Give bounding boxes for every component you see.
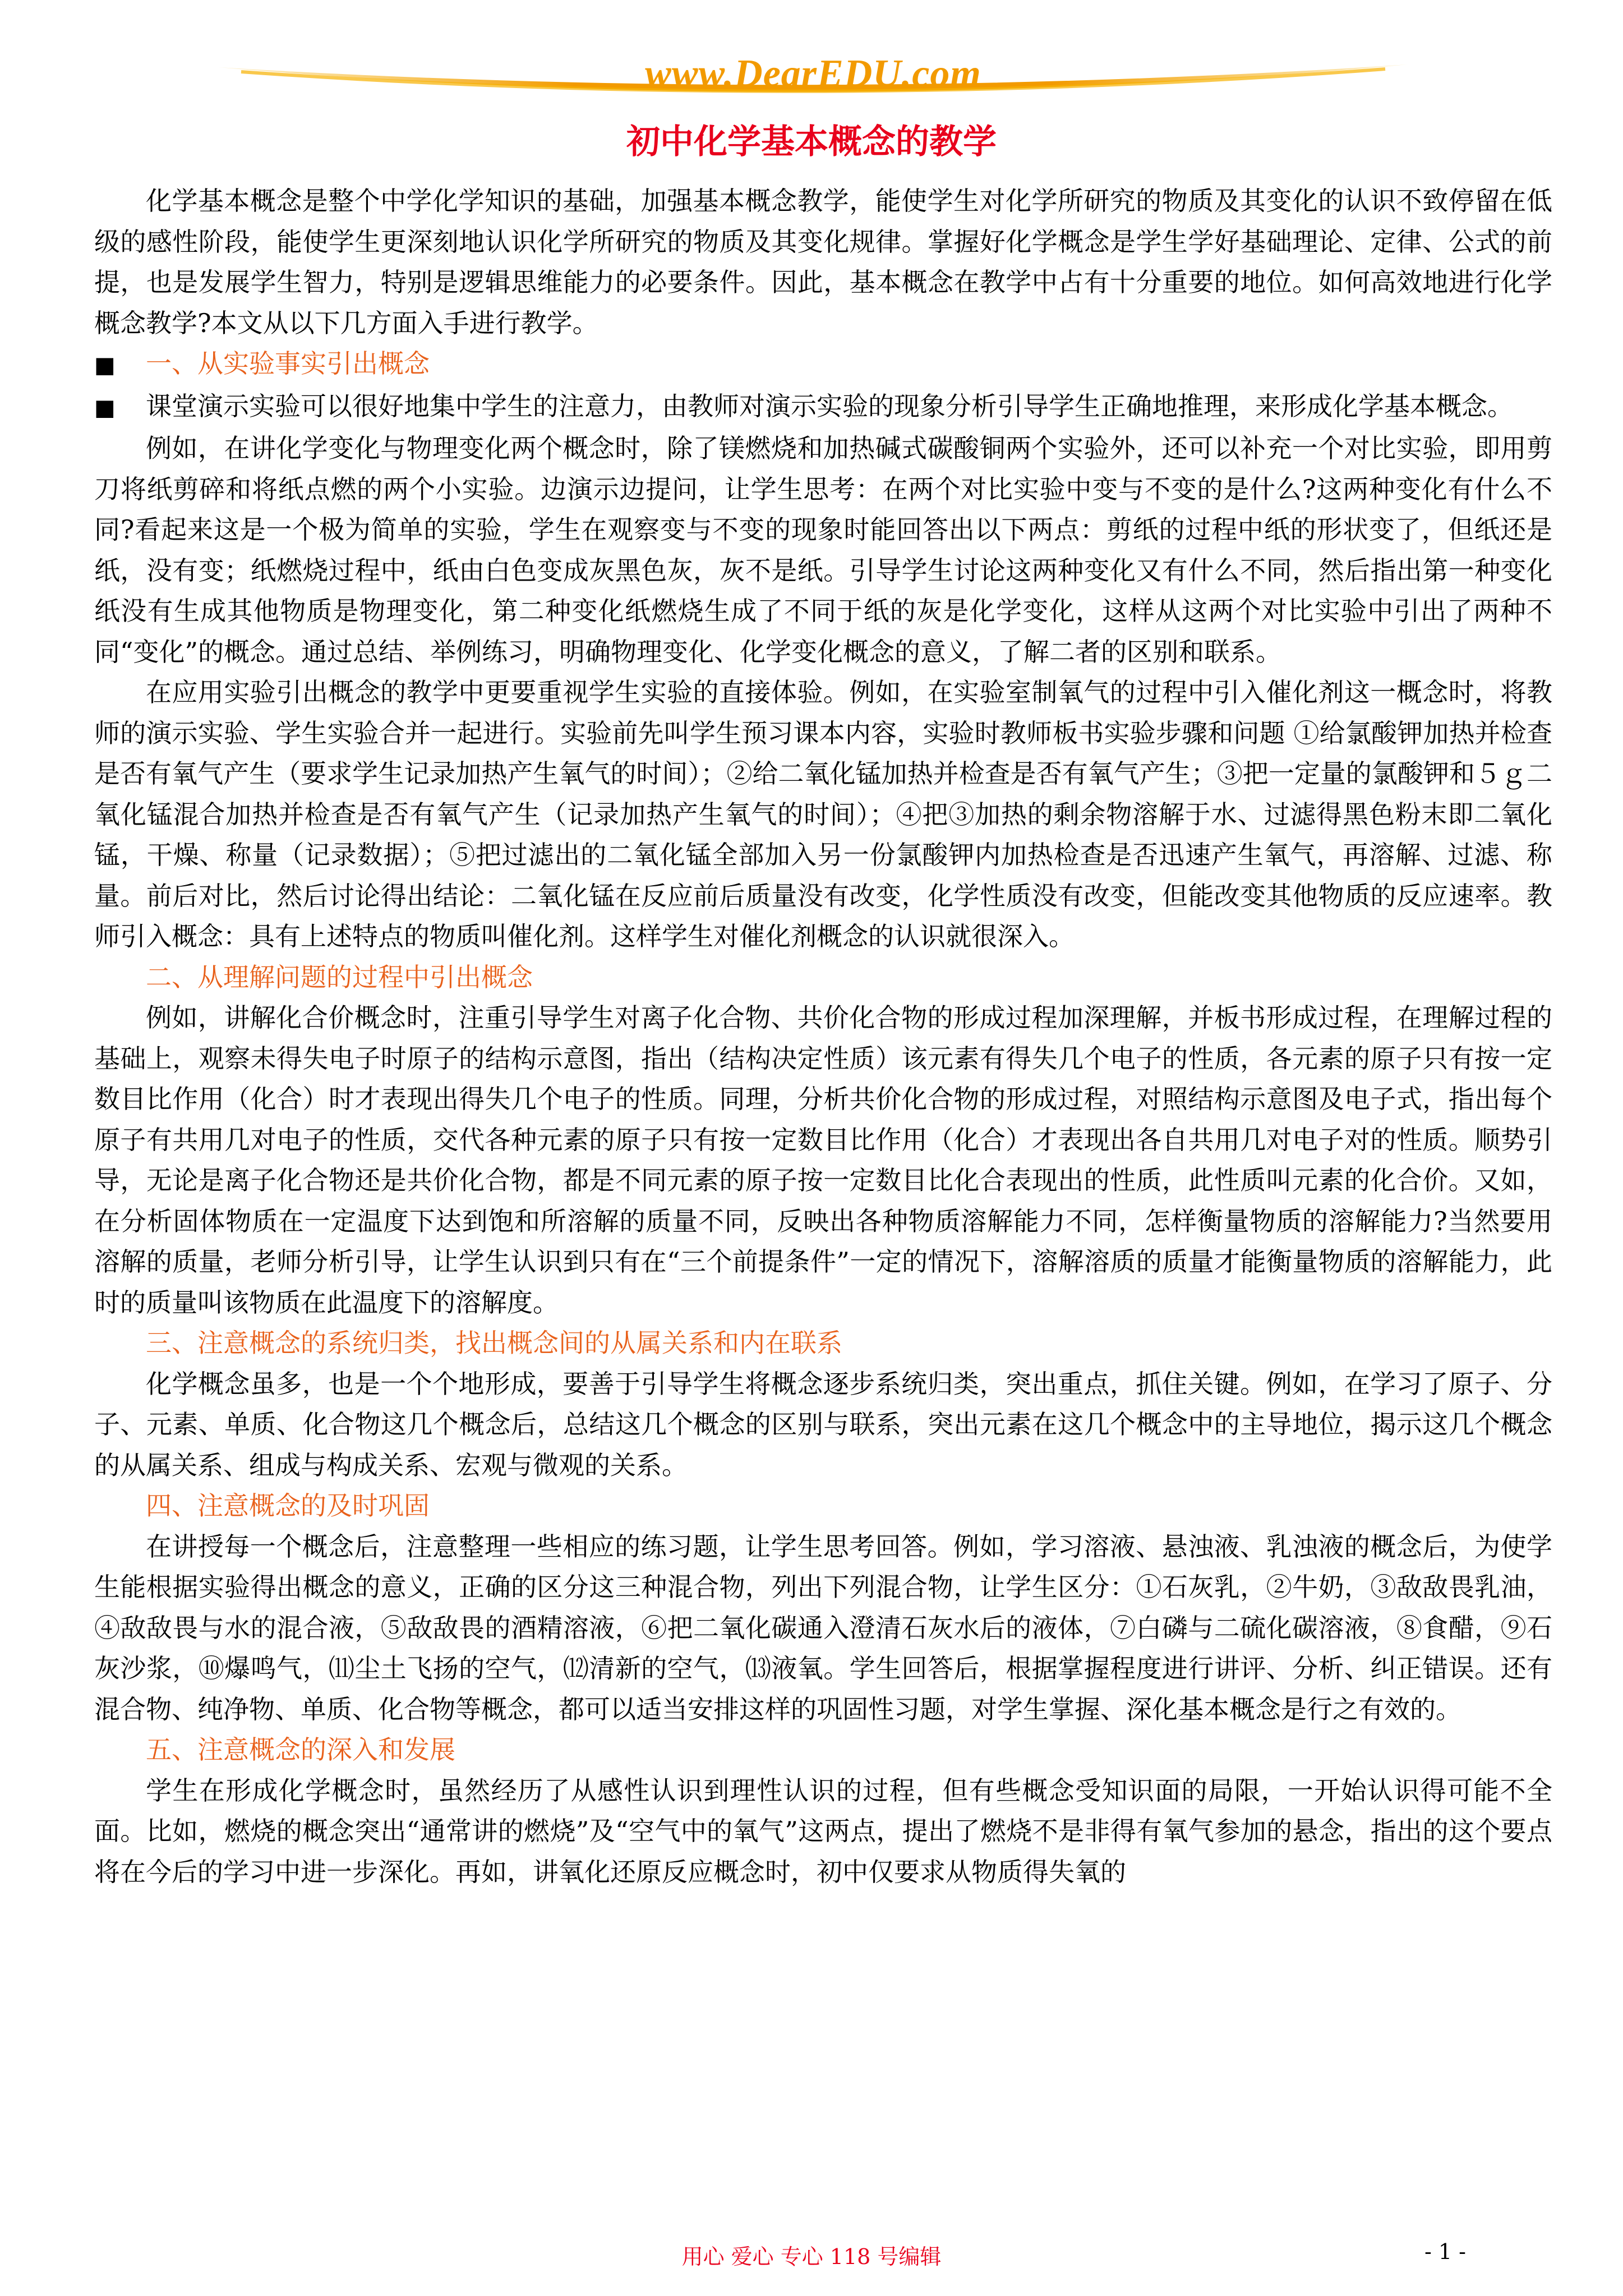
page-footer <box>0 2239 1623 2273</box>
body-paragraph: 学生在形成化学概念时，虽然经历了从感性认识到理性认识的过程，但有些概念受知识面的局限，一开始认识得可能不全面。比如，燃烧的概念突出“通常讲的燃烧”及“空气中的氧气”这两点，提出了燃烧不是非得有氧气参加的悬念，指出的这个要点将在今后的学习中进一步深化。再如，讲氧化还原反应概念时，初中仅要求从物质得失氧的 <box>94 1775 1552 1887</box>
square-bullet-icon: ■ <box>94 394 116 421</box>
section-heading: 一、从实验事实引出概念 <box>146 348 430 379</box>
body-paragraph: 化学概念虽多，也是一个个地形成，要善于引导学生将概念逐步系统归类，突出重点，抓住关键。例如，在学习了原子、分子、元素、单质、化合物这几个概念后，总结这几个概念的区别与联系，突出元素在这几个概念中的主导地位，揭示这几个概念的从属关系、组成与构成关系、宏观与微观的关系。 <box>94 1368 1552 1480</box>
body-paragraph: 在应用实验引出概念的教学中更要重视学生实验的直接体验。例如，在实验室制氧气的过程中引入催化剂这一概念时，将教师的演示实验、学生实验合并一起进行。实验前先叫学生预习课本内容，实验时教师板书实验步骤和问题 ①给氯酸钾加热并检查是否有氧气产生（要求学生记录加热产生氧气的时间）；②给二氧化锰加热并检查是否有氧气产生；③把一定量的氯酸钾和５ｇ二氧化锰混合加热并检查是否有氧气产生（记录加热产生氧气的时间）；④把③加热的剩余物溶解于水、过滤得黑色粉末即二氧化锰，干燥、称量（记录数据）；⑤把过滤出的二氧化锰全部加入另一份氯酸钾内加热检查是否迅速产生氧气，再溶解、过滤、称量。前后对比，然后讨论得出结论：二氧化锰在反应前后质量没有改变，化学性质没有改变，但能改变其他物质的反应速率。教师引入概念：具有上述特点的物质叫催化剂。这样学生对催化剂概念的认识就很深入。 <box>94 677 1552 951</box>
body-paragraph: 例如，讲解化合价概念时，注重引导学生对离子化合物、共价化合物的形成过程加深理解，并板书形成过程，在理解过程的基础上，观察未得失电子时原子的结构示意图，指出（结构决定性质）该元素有得失几个电子的性质，各元素的原子只有按一定数目比作用（化合）时才表现出得失几个电子的性质。同理，分析共价化合物的形成过程，对照结构示意图及电子式，指出每个原子有共用几对电子的性质，交代各种元素的原子只有按一定数目比作用（化合）才表现出各自共用几对电子对的性质。顺势引导，无论是离子化合物还是共价化合物，都是不同元素的原子按一定数目比化合表现出的性质，此性质叫元素的化合价。又如，在分析固体物质在一定温度下达到饱和所溶解的质量不同，反映出各种物质溶解能力不同，怎样衡量物质的溶解能力?当然要用溶解的质量，老师分析引导，让学生认识到只有在“三个前提条件”一定的情况下，溶解溶质的质量才能衡量物质的溶解能力，此时的质量叫该物质在此温度下的溶解度。 <box>94 1002 1552 1318</box>
body-paragraph: 在讲授每一个概念后，注意整理一些相应的练习题，让学生思考回答。例如，学习溶液、悬浊液、乳浊液的概念后，为使学生能根据实验得出概念的意义，正确的区分这三种混合物，列出下列混合物，让学生区分：①石灰乳，②牛奶，③敌敌畏乳油，④敌敌畏与水的混合液，⑤敌敌畏的酒精溶液，⑥把二氧化碳通入澄清石灰水后的液体，⑦白磷与二硫化碳溶液，⑧食醋，⑨石灰沙浆，⑩爆鸣气，⑾尘土飞扬的空气，⑿清新的空气，⒀液氧。学生回答后，根据掌握程度进行讲评、分析、纠正错误。还有混合物、纯净物、单质、化合物等概念，都可以适当安排这样的巩固性习题，对学生掌握、深化基本概念是行之有效的。 <box>94 1531 1552 1724</box>
footer-text: 用心 爱心 专心 118 号编辑 <box>681 2244 942 2269</box>
bullet-section-heading <box>94 343 1552 386</box>
page-number: - 1 - <box>1424 2239 1467 2264</box>
section-heading: 二、从理解问题的过程中引出概念 <box>146 961 533 992</box>
square-bullet-icon: ■ <box>94 352 116 378</box>
paragraph-text: 课堂演示实验可以很好地集中学生的注意力，由教师对演示实验的现象分析引导学生正确地推理，来形成化学基本概念。 <box>146 390 1513 421</box>
article-body <box>94 181 1552 1892</box>
section-heading: 五、注意概念的深入和发展 <box>146 1734 455 1765</box>
body-paragraph: 例如，在讲化学变化与物理变化两个概念时，除了镁燃烧和加热碱式碳酸铜两个实验外，还可以补充一个对比实验，即用剪刀将纸剪碎和将纸点燃的两个小实验。边演示边提问，让学生思考：在两个对比实验中变与不变的是什么?这两种变化有什么不同?看起来这是一个极为简单的实验，学生在观察变与不变的现象时能回答出以下两点：剪纸的过程中纸的形状变了，但纸还是纸，没有变；纸燃烧过程中，纸由白色变成灰黑色灰，灰不是纸。引导学生讨论这两种变化又有什么不同，然后指出第一种变化纸没有生成其他物质是物理变化，第二种变化纸燃烧生成了不同于纸的灰是化学变化，这样从这两个对比实验中引出了两种不同“变化”的概念。通过总结、举例练习，明确物理变化、化学变化概念的意义，了解二者的区别和联系。 <box>94 433 1552 667</box>
body-paragraph: 化学基本概念是整个中学化学知识的基础，加强基本概念教学，能使学生对化学所研究的物质及其变化的认识不致停留在低级的感性阶段，能使学生更深刻地认识化学所研究的物质及其变化规律。掌握好化学概念是学生学好基础理论、定律、公式的前提，也是发展学生智力，特别是逻辑思维能力的必要条件。因此，基本概念在教学中占有十分重要的地位。如何高效地进行化学概念教学?本文从以下几方面入手进行教学。 <box>94 186 1552 338</box>
site-logo-text[interactable]: www.DearEDU.com <box>645 52 981 95</box>
section-heading: 四、注意概念的及时巩固 <box>146 1490 430 1521</box>
bullet-paragraph <box>94 386 1552 429</box>
site-header-banner <box>219 50 1408 112</box>
section-heading: 三、注意概念的系统归类，找出概念间的从属关系和内在联系 <box>146 1328 842 1358</box>
page-title: 初中化学基本概念的教学 <box>626 122 997 162</box>
